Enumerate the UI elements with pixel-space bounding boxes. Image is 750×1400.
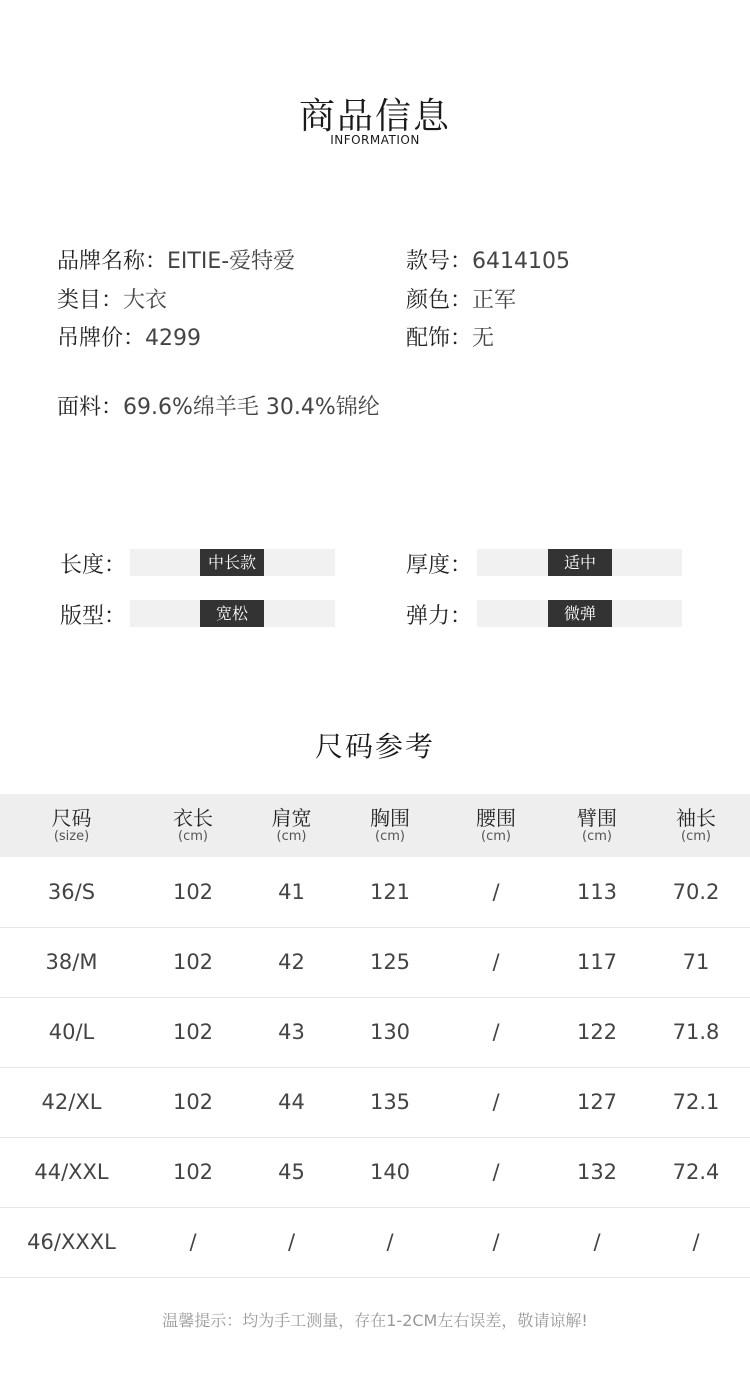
brand-value: EITIE-爱特爱 (167, 249, 296, 274)
size-chart-title: 尺码参考 (314, 730, 435, 763)
table-cell: 117 (576, 950, 618, 974)
table-row (0, 1137, 750, 1207)
table-cell: 102 (172, 1090, 214, 1114)
style-no-label: 款号： (406, 249, 473, 274)
table-cell: 41 (278, 879, 305, 904)
header-sleeve: 袖长 (cm) (676, 805, 716, 844)
fit-label: 版型： (60, 604, 127, 629)
table-cell: 140 (369, 1160, 411, 1184)
length-chip: 中长款 (200, 549, 264, 576)
elasticity-chip: 微弹 (548, 600, 612, 627)
fabric-label: 面料： (57, 395, 124, 420)
table-cell: 102 (172, 1020, 214, 1044)
length-bar (130, 549, 335, 576)
table-cell: / (692, 1230, 700, 1254)
header-chest: 胸围 (cm) (370, 805, 410, 844)
accessory-label: 配饰： (406, 326, 473, 351)
table-cell: / (287, 1230, 296, 1254)
table-cell: 36/S (47, 879, 96, 904)
table-row (0, 927, 750, 997)
table-row (0, 1067, 750, 1137)
brand-row (57, 244, 295, 275)
table-cell: 42 (278, 950, 305, 974)
table-cell: 45 (278, 1160, 305, 1184)
table-row (0, 1207, 750, 1277)
table-cell: 135 (369, 1090, 411, 1114)
fit-bar (130, 600, 335, 627)
table-cell: / (492, 1160, 500, 1184)
fabric-value: 69.6%绵羊毛 30.4%锦纶 (123, 395, 380, 420)
header-waist: 腰围 (cm) (476, 805, 516, 844)
price-label: 吊牌价： (57, 326, 146, 351)
table-cell: 72.4 (672, 1160, 720, 1184)
table-cell: / (386, 1230, 394, 1254)
length-label: 长度： (60, 553, 127, 578)
header-size: 尺码 (size) (51, 805, 92, 844)
table-cell: / (593, 1230, 601, 1254)
table-cell: 42/XL (41, 1090, 102, 1114)
table-cell: 44 (278, 1090, 305, 1114)
style-no-value: 6414105 (472, 249, 570, 274)
table-cell: 40/L (48, 1020, 95, 1044)
fabric-row (57, 390, 380, 421)
table-cell: 122 (576, 1020, 618, 1044)
table-cell: 121 (369, 879, 411, 904)
table-cell: / (492, 1020, 500, 1044)
table-row (0, 997, 750, 1067)
category-row (57, 283, 167, 314)
table-cell: 113 (576, 879, 618, 904)
table-cell: 43 (278, 1020, 305, 1044)
color-label: 颜色： (406, 288, 473, 313)
table-cell: 38/M (45, 950, 98, 974)
table-cell: 132 (576, 1160, 618, 1184)
size-chart-table (0, 794, 750, 1278)
table-cell: 46/XXXL (27, 1230, 116, 1254)
table-cell: 70.2 (672, 879, 720, 904)
style-no-row (406, 244, 570, 275)
accessory-value: 无 (472, 326, 495, 351)
price-row (57, 321, 201, 352)
thickness-label: 厚度： (406, 553, 473, 578)
thickness-bar (477, 549, 682, 576)
fit-chip: 宽松 (200, 600, 264, 627)
table-cell: / (492, 879, 500, 904)
info-section-subtitle: INFORMATION (330, 133, 420, 147)
table-cell: / (492, 1090, 500, 1114)
size-chart-header-row (0, 794, 750, 857)
table-cell: 102 (172, 1160, 214, 1184)
accessory-row (406, 321, 494, 352)
table-cell: 130 (369, 1020, 411, 1044)
table-cell: / (189, 1230, 197, 1254)
table-cell: 71.8 (672, 1020, 720, 1044)
table-cell: 125 (369, 950, 411, 974)
category-label: 类目： (57, 288, 124, 313)
elasticity-bar (477, 600, 682, 627)
table-cell: 71 (682, 950, 710, 974)
measurement-note: 温馨提示：均为手工测量，存在1-2CM左右误差，敬请谅解! (162, 1311, 588, 1330)
table-cell: 102 (172, 950, 214, 974)
price-value: 4299 (145, 326, 202, 351)
category-value: 大衣 (123, 288, 168, 313)
table-cell: / (492, 1230, 500, 1254)
header-shoulder: 肩宽 (cm) (271, 805, 312, 844)
table-cell: / (492, 950, 500, 974)
table-cell: 127 (576, 1090, 618, 1114)
table-cell: 102 (172, 879, 214, 904)
table-row (0, 857, 750, 927)
color-row (406, 283, 516, 314)
brand-label: 品牌名称： (57, 249, 168, 274)
info-section-title: 商品信息 (298, 96, 451, 137)
thickness-chip: 适中 (548, 549, 612, 576)
header-arm: 臂围 (cm) (577, 805, 617, 844)
table-cell: 44/XXL (34, 1160, 109, 1184)
header-length: 衣长 (cm) (173, 805, 213, 844)
elasticity-label: 弹力： (406, 604, 473, 629)
color-value: 正军 (472, 288, 517, 313)
table-cell: 72.1 (672, 1090, 720, 1114)
